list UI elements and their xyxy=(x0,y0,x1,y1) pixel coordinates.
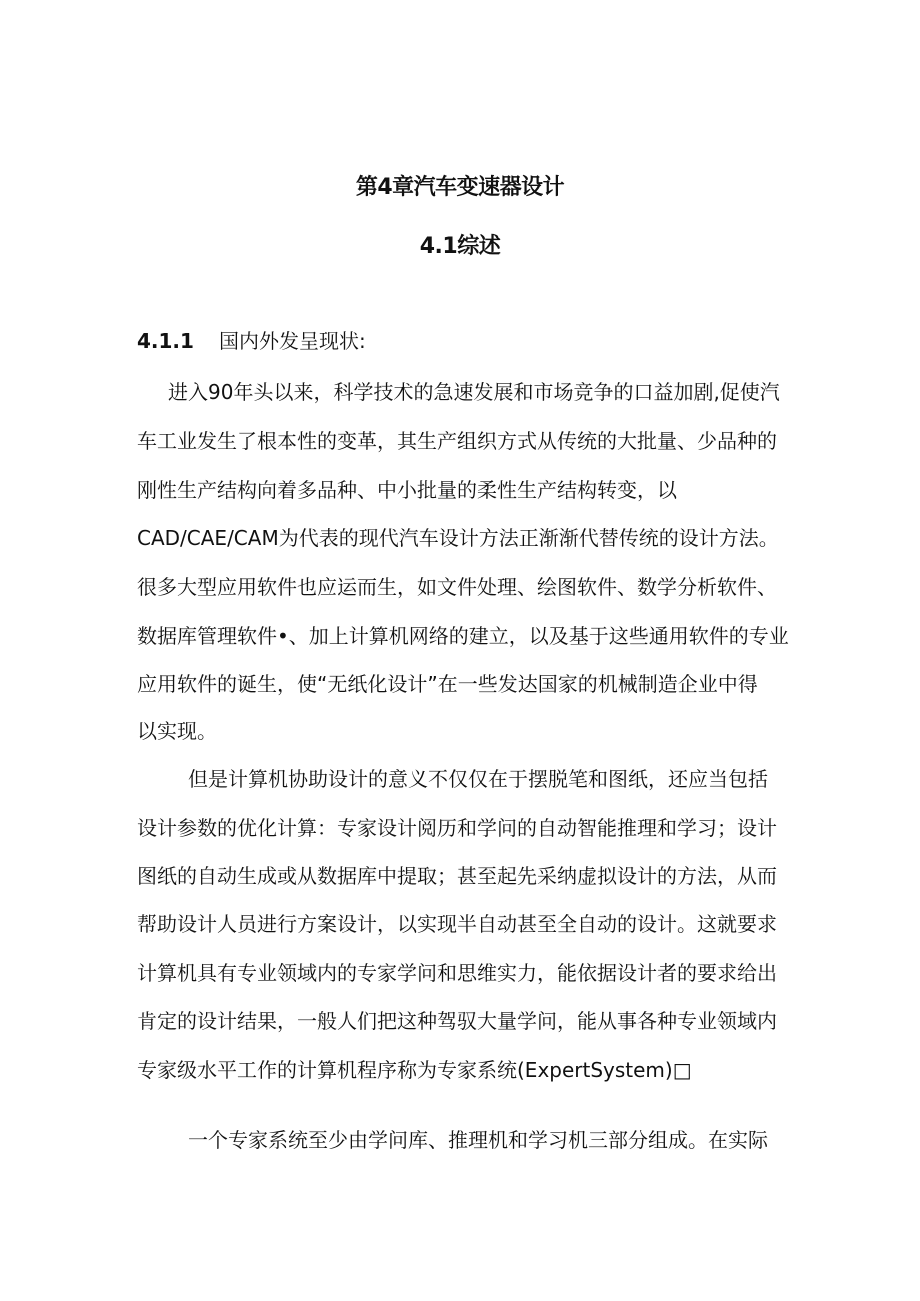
paragraph-line: 很多大型应用软件也应运而生，如文件处理、绘图软件、数学分析软件、 xyxy=(137,575,777,599)
paragraph-line: 设计参数的优化计算：专家设计阅历和学问的自动智能推理和学习；设计 xyxy=(137,816,777,840)
paragraph-line: 一个专家系统至少由学问库、推理机和学习机三部分组成。在实际 xyxy=(188,1128,768,1152)
paragraph-line: 车工业发生了根本性的变革，其生产组织方式从传统的大批量、少品种的 xyxy=(137,429,777,453)
paragraph-line: 图纸的自动生成或从数据库中提取；甚至起先采纳虚拟设计的方法，从而 xyxy=(137,864,777,888)
paragraph-line: 以实现。 xyxy=(137,719,217,743)
paragraph-line: 进入90年头以来，科学技术的急速发展和市场竞争的口益加剧,促使汽 xyxy=(168,380,780,404)
paragraph-line: 计算机具有专业领域内的专家学问和思维实力，能依据设计者的要求给出 xyxy=(137,961,777,985)
subsection-heading xyxy=(137,325,366,354)
paragraph-line: 专家级水平工作的计算机程序称为专家系统(ExpertSystem)□ xyxy=(137,1058,692,1082)
paragraph-line: 肯定的设计结果，一般人们把这种驾驭大量学问，能从事各种专业领域内 xyxy=(137,1009,777,1033)
subsection-number: 4.1.1 xyxy=(137,329,194,353)
paragraph-line: 应用软件的诞生，使“无纸化设计”在一些发达国家的机械制造企业中得 xyxy=(137,672,758,696)
paragraph-line: 刚性生产结构向着多品种、中小批量的柔性生产结构转变，以 xyxy=(137,478,677,502)
paragraph-line: CAD/CAE/CAM为代表的现代汽车设计方法正渐渐代替传统的设计方法。 xyxy=(137,526,779,550)
section-title: 4.1综述 xyxy=(419,234,501,259)
paragraph-line: 帮助设计人员进行方案设计，以实现半自动甚至全自动的设计。这就要求 xyxy=(137,912,777,936)
paragraph-line: 但是计算机协助设计的意义不仅仅在于摆脱笔和图纸，还应当包括 xyxy=(188,767,768,791)
subsection-title: 国内外发呈现状: xyxy=(219,329,366,353)
chapter-title: 第4章汽车变速器设计 xyxy=(355,175,565,200)
paragraph-line: 数据库管理软件•、加上计算机网络的建立，以及基于这些通用软件的专业 xyxy=(137,624,789,648)
